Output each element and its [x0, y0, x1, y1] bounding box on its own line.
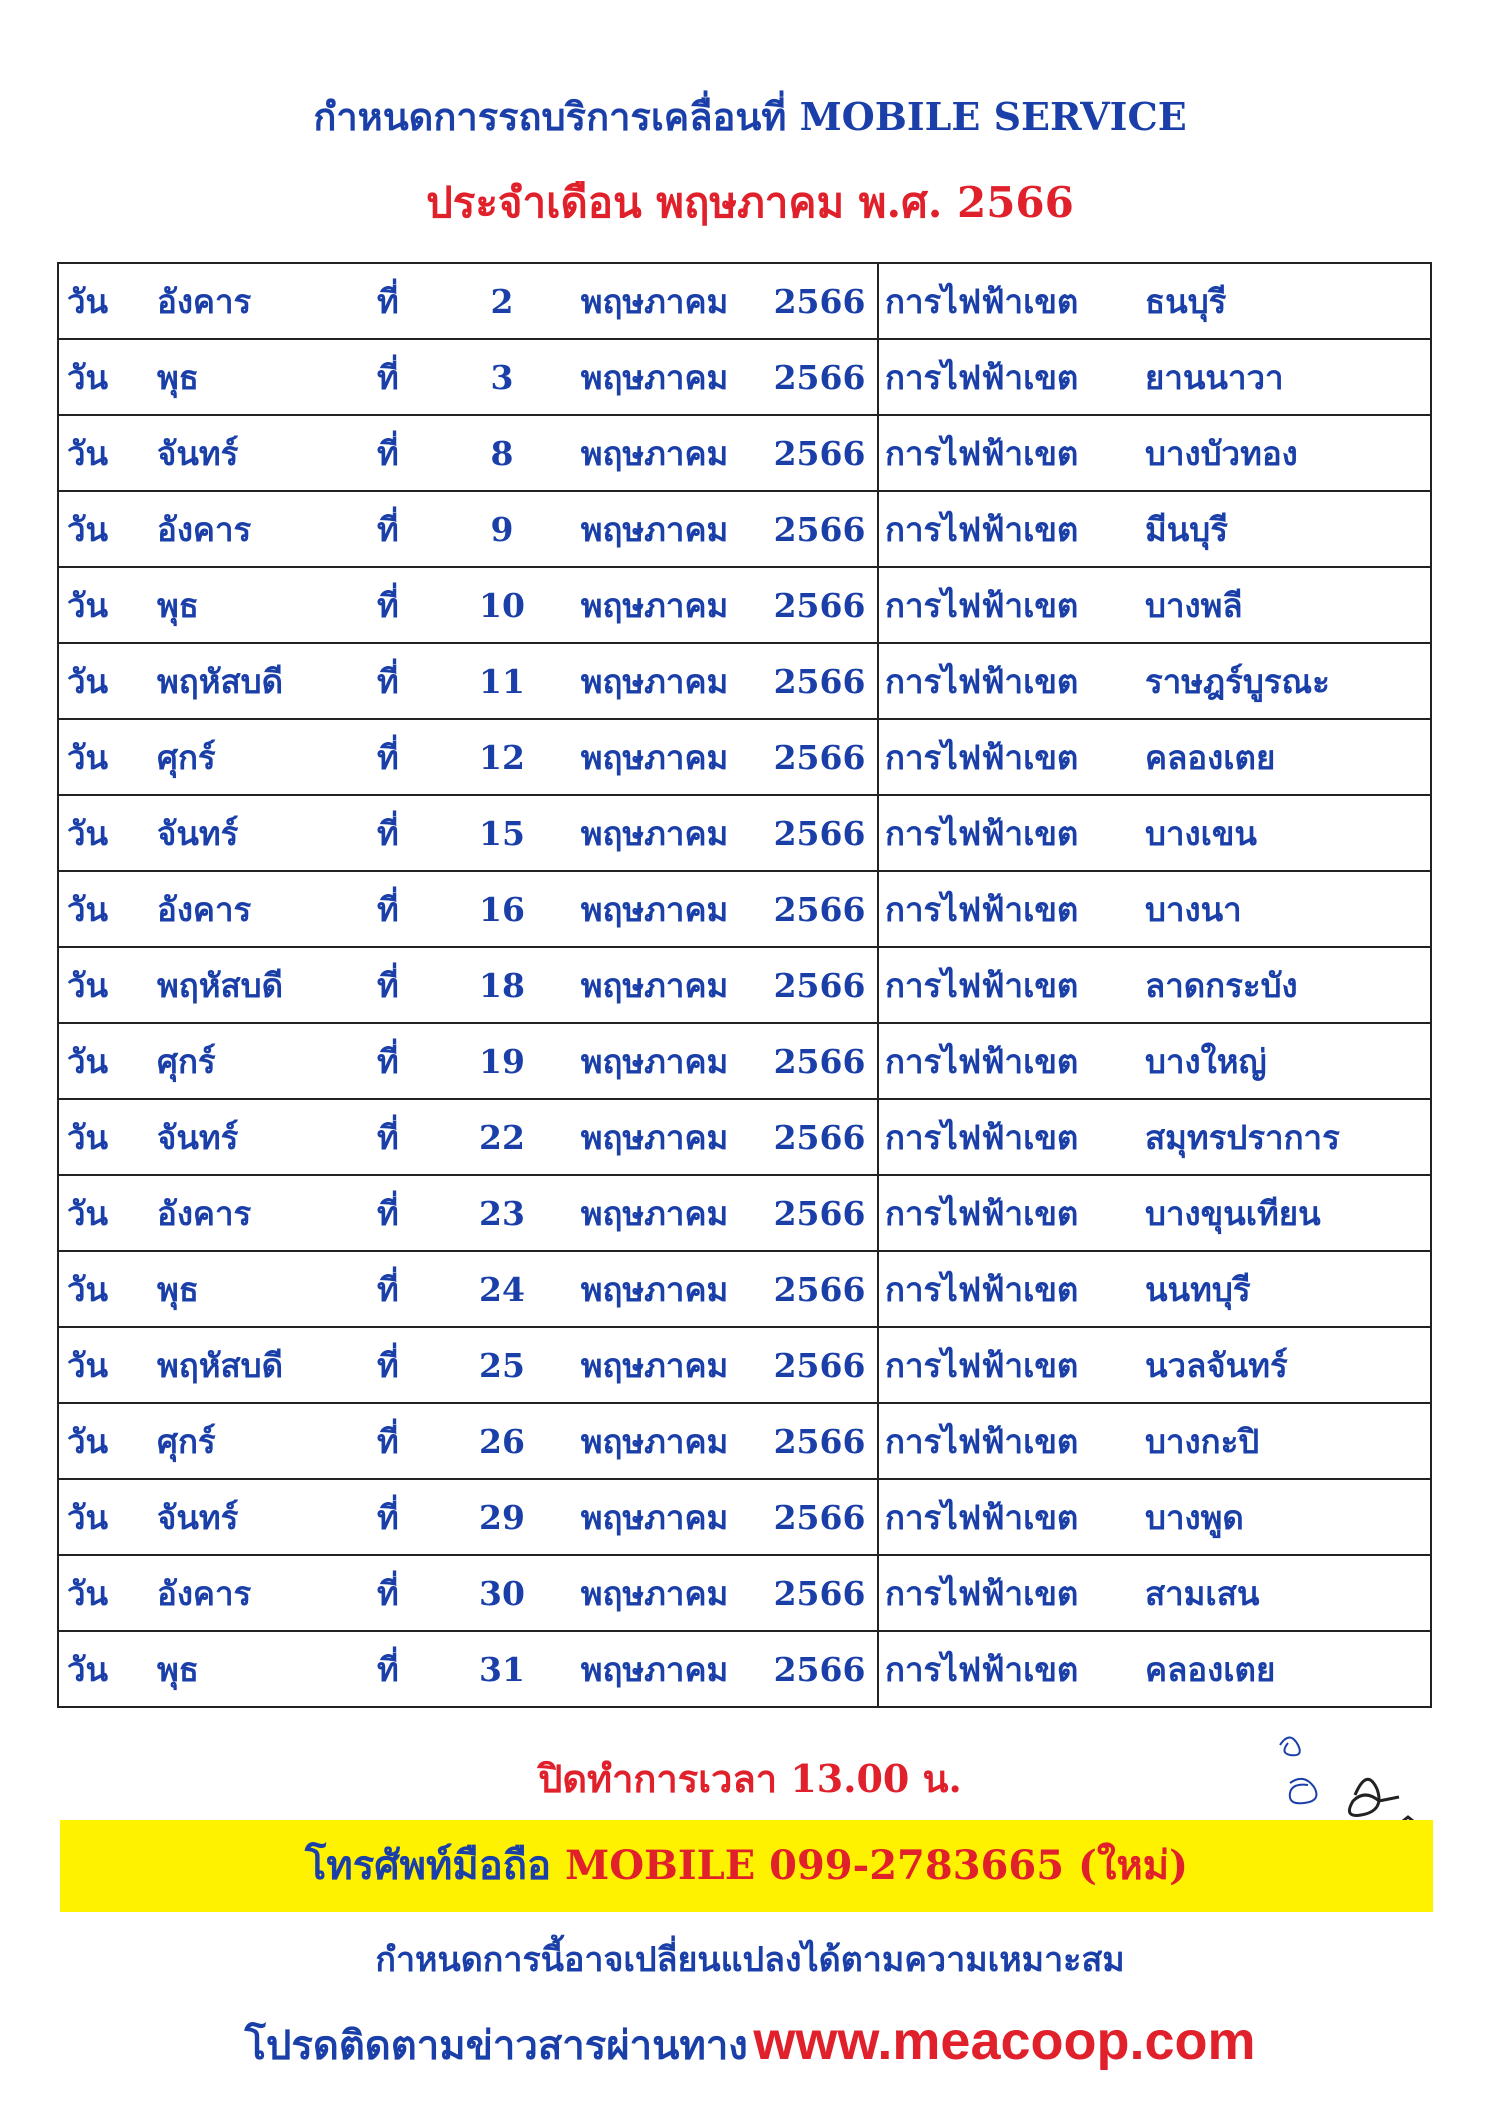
- change-note: กำหนดการนี้อาจเปลี่ยนแปลงได้ตามความเหมาะสม: [375, 1940, 1125, 1980]
- schedule-table: [57, 262, 1432, 1708]
- closing-time: ปิดทำการเวลา 13.00 น.: [538, 1756, 962, 1801]
- day-prefix: วัน: [58, 1403, 157, 1479]
- day-name: พุธ: [157, 1631, 377, 1707]
- day-prefix: วัน: [58, 1099, 157, 1175]
- office-label: การไฟฟ้าเขต: [878, 1479, 1145, 1555]
- year: 2566: [762, 1327, 878, 1403]
- schedule-row: [58, 871, 1431, 947]
- day-prefix: วัน: [67, 281, 109, 321]
- day-name: อังคาร: [157, 491, 377, 567]
- district-name: สามเสน: [1145, 1555, 1431, 1631]
- date-number: 26: [457, 1403, 547, 1479]
- date-prefix: ที่: [377, 947, 457, 1023]
- office-label: การไฟฟ้าเขต: [878, 871, 1145, 947]
- schedule-row: [58, 947, 1431, 1023]
- day-name: พุธ: [157, 567, 377, 643]
- date-prefix: ที่: [377, 1555, 457, 1631]
- date-number: 30: [457, 1555, 547, 1631]
- month-name: พฤษภาคม: [547, 1631, 762, 1707]
- schedule-row: [58, 1555, 1431, 1631]
- office-label: การไฟฟ้าเขต: [878, 1251, 1145, 1327]
- phone-number: MOBILE 099-2783665 (ใหม่): [564, 1842, 1189, 1889]
- year: 2566: [762, 339, 878, 415]
- day-name: อังคาร: [157, 1555, 377, 1631]
- year: 2566: [762, 947, 878, 1023]
- date-number: 29: [457, 1479, 547, 1555]
- date-prefix: ที่: [377, 795, 457, 871]
- date-prefix: ที่: [377, 1631, 457, 1707]
- date-prefix: ที่: [377, 719, 457, 795]
- day-name: พุธ: [157, 1251, 377, 1327]
- month-name: พฤษภาคม: [547, 719, 762, 795]
- district-name: บางบัวทอง: [1145, 415, 1431, 491]
- schedule-row: [58, 491, 1431, 567]
- month-name: พฤษภาคม: [547, 1479, 762, 1555]
- date-number: 2: [490, 281, 514, 321]
- month-name: พฤษภาคม: [547, 947, 762, 1023]
- date-number: 31: [457, 1631, 547, 1707]
- office-label: การไฟฟ้าเขต: [878, 719, 1145, 795]
- date-number: 12: [457, 719, 547, 795]
- month-name: พฤษภาคม: [580, 281, 729, 321]
- year: 2566: [762, 1023, 878, 1099]
- date-prefix: ที่: [377, 1479, 457, 1555]
- schedule-row: [58, 1631, 1431, 1707]
- month-name: พฤษภาคม: [547, 795, 762, 871]
- office-label: การไฟฟ้าเขต: [878, 415, 1145, 491]
- day-name: พฤหัสบดี: [157, 1327, 377, 1403]
- office-label: การไฟฟ้าเขต: [878, 339, 1145, 415]
- month-name: พฤษภาคม: [547, 1023, 762, 1099]
- office-label: การไฟฟ้าเขต: [878, 263, 1145, 339]
- district-name: บางขุนเทียน: [1145, 1175, 1431, 1251]
- day-prefix: วัน: [58, 491, 157, 567]
- day-prefix: วัน: [58, 1023, 157, 1099]
- date-prefix: ที่: [377, 1175, 457, 1251]
- district-name: ยานนาวา: [1145, 339, 1431, 415]
- date-prefix: ที่: [377, 415, 457, 491]
- office-label: การไฟฟ้าเขต: [878, 1631, 1145, 1707]
- month-name: พฤษภาคม: [547, 871, 762, 947]
- office-label: การไฟฟ้าเขต: [878, 1327, 1145, 1403]
- office-label: การไฟฟ้าเขต: [878, 1099, 1145, 1175]
- date-number: 18: [457, 947, 547, 1023]
- year: 2566: [762, 491, 878, 567]
- day-prefix: วัน: [58, 1631, 157, 1707]
- phone-label: โทรศัพท์มือถือ: [304, 1842, 551, 1889]
- date-number: 19: [457, 1023, 547, 1099]
- date-number: 22: [457, 1099, 547, 1175]
- schedule-row: [58, 567, 1431, 643]
- schedule-row: [58, 1327, 1431, 1403]
- schedule-row: [58, 415, 1431, 491]
- year: 2566: [773, 281, 866, 321]
- day-prefix: วัน: [58, 871, 157, 947]
- district-name: คลองเตย: [1145, 1631, 1431, 1707]
- day-name: อังคาร: [157, 1175, 377, 1251]
- date-prefix: ที่: [377, 1251, 457, 1327]
- date-prefix: ที่: [377, 339, 457, 415]
- year: 2566: [762, 795, 878, 871]
- day-prefix: วัน: [58, 567, 157, 643]
- schedule-row: [58, 1175, 1431, 1251]
- month-name: พฤษภาคม: [547, 1327, 762, 1403]
- year: 2566: [762, 1175, 878, 1251]
- date-number: 3: [457, 339, 547, 415]
- date-number: 16: [457, 871, 547, 947]
- district-name: บางเขน: [1145, 795, 1431, 871]
- date-prefix: ที่: [377, 1099, 457, 1175]
- year: 2566: [762, 567, 878, 643]
- schedule-row: [58, 1023, 1431, 1099]
- month-name: พฤษภาคม: [547, 1251, 762, 1327]
- district-name: ลาดกระบัง: [1145, 947, 1431, 1023]
- date-number: 9: [457, 491, 547, 567]
- year: 2566: [762, 1251, 878, 1327]
- year: 2566: [762, 415, 878, 491]
- day-name: จันทร์: [157, 415, 377, 491]
- date-prefix: ที่: [377, 1327, 457, 1403]
- date-prefix: ที่: [377, 491, 457, 567]
- date-prefix: ที่: [377, 567, 457, 643]
- year: 2566: [762, 719, 878, 795]
- follow-text: โปรดติดตามข่าวสารผ่านทาง: [244, 2022, 748, 2069]
- schedule-row: [58, 263, 1431, 339]
- date-number: 23: [457, 1175, 547, 1251]
- date-number: 24: [457, 1251, 547, 1327]
- date-number: 10: [457, 567, 547, 643]
- district-name: คลองเตย: [1145, 719, 1431, 795]
- district-name: บางพลี: [1145, 567, 1431, 643]
- office-label: การไฟฟ้าเขต: [878, 1555, 1145, 1631]
- month-name: พฤษภาคม: [547, 339, 762, 415]
- day-name: พฤหัสบดี: [157, 643, 377, 719]
- day-name: ศุกร์: [157, 719, 377, 795]
- office-label: การไฟฟ้าเขต: [878, 1403, 1145, 1479]
- office-label: การไฟฟ้าเขต: [878, 1023, 1145, 1099]
- day-prefix: วัน: [58, 339, 157, 415]
- district-name: มีนบุรี: [1145, 491, 1431, 567]
- day-prefix: วัน: [58, 643, 157, 719]
- date-prefix: ที่: [377, 1023, 457, 1099]
- office-label: การไฟฟ้าเขต: [878, 795, 1145, 871]
- month-name: พฤษภาคม: [547, 491, 762, 567]
- day-name: จันทร์: [157, 1099, 377, 1175]
- follow-line: [0, 2010, 1500, 2077]
- month-name: พฤษภาคม: [547, 415, 762, 491]
- day-name: พฤหัสบดี: [157, 947, 377, 1023]
- district-name: นนทบุรี: [1145, 1251, 1431, 1327]
- day-prefix: วัน: [58, 1327, 157, 1403]
- schedule-row: [58, 795, 1431, 871]
- schedule-row: [58, 719, 1431, 795]
- month-name: พฤษภาคม: [547, 1555, 762, 1631]
- district-name: ราษฎร์บูรณะ: [1145, 643, 1431, 719]
- month-name: พฤษภาคม: [547, 1403, 762, 1479]
- day-name: อังคาร: [157, 871, 377, 947]
- year: 2566: [762, 871, 878, 947]
- year: 2566: [762, 1479, 878, 1555]
- date-prefix: ที่: [377, 871, 457, 947]
- phone-banner: [60, 1820, 1433, 1912]
- day-prefix: วัน: [58, 1555, 157, 1631]
- date-number: 8: [457, 415, 547, 491]
- month-name: พฤษภาคม: [547, 1175, 762, 1251]
- day-name: ศุกร์: [157, 1403, 377, 1479]
- office-label: การไฟฟ้าเขต: [878, 491, 1145, 567]
- office-label: การไฟฟ้าเขต: [878, 1175, 1145, 1251]
- district-name: ธนบุรี: [1145, 281, 1227, 321]
- day-name: ศุกร์: [157, 1023, 377, 1099]
- day-prefix: วัน: [58, 947, 157, 1023]
- day-name: พุธ: [157, 339, 377, 415]
- date-prefix: ที่: [377, 281, 399, 321]
- day-name: จันทร์: [157, 795, 377, 871]
- year: 2566: [762, 1099, 878, 1175]
- date-number: 25: [457, 1327, 547, 1403]
- date-number: 15: [457, 795, 547, 871]
- day-prefix: วัน: [58, 415, 157, 491]
- month-name: พฤษภาคม: [547, 567, 762, 643]
- year: 2566: [762, 1555, 878, 1631]
- page-subtitle: ประจำเดือน พฤษภาคม พ.ศ. 2566: [426, 178, 1074, 227]
- day-name: อังคาร: [157, 281, 252, 321]
- day-prefix: วัน: [58, 1175, 157, 1251]
- district-name: บางกะปิ: [1145, 1403, 1431, 1479]
- year: 2566: [762, 643, 878, 719]
- website-link[interactable]: www.meacoop.com: [753, 2011, 1256, 2071]
- district-name: นวลจันทร์: [1145, 1327, 1431, 1403]
- schedule-row: [58, 1251, 1431, 1327]
- schedule-row: [58, 1099, 1431, 1175]
- district-name: บางนา: [1145, 871, 1431, 947]
- district-name: สมุทรปราการ: [1145, 1099, 1431, 1175]
- office-label: การไฟฟ้าเขต: [878, 643, 1145, 719]
- year: 2566: [762, 1631, 878, 1707]
- month-name: พฤษภาคม: [547, 1099, 762, 1175]
- date-prefix: ที่: [377, 1403, 457, 1479]
- office-label: การไฟฟ้าเขต: [878, 567, 1145, 643]
- day-prefix: วัน: [58, 719, 157, 795]
- schedule-row: [58, 339, 1431, 415]
- schedule-body: [58, 263, 1431, 1707]
- year: 2566: [762, 1403, 878, 1479]
- schedule-row: [58, 643, 1431, 719]
- schedule-row: [58, 1403, 1431, 1479]
- page-title: กำหนดการรถบริการเคลื่อนที่ MOBILE SERVICE: [313, 94, 1187, 139]
- date-number: 11: [457, 643, 547, 719]
- date-prefix: ที่: [377, 643, 457, 719]
- day-prefix: วัน: [58, 1479, 157, 1555]
- office-label: การไฟฟ้าเขต: [878, 947, 1145, 1023]
- day-name: จันทร์: [157, 1479, 377, 1555]
- district-name: บางใหญ่: [1145, 1023, 1431, 1099]
- day-prefix: วัน: [58, 795, 157, 871]
- day-prefix: วัน: [58, 1251, 157, 1327]
- month-name: พฤษภาคม: [547, 643, 762, 719]
- schedule-row: [58, 1479, 1431, 1555]
- district-name: บางพูด: [1145, 1479, 1431, 1555]
